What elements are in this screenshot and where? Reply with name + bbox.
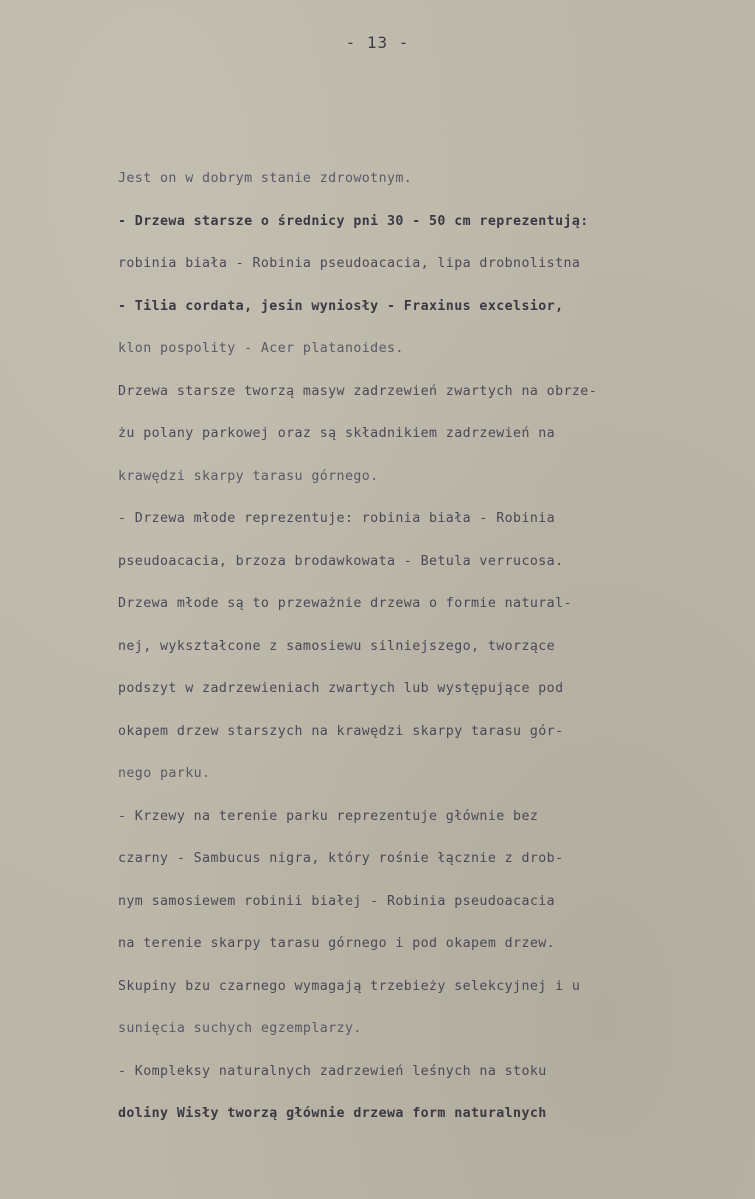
page-number: - 13 - bbox=[345, 33, 410, 52]
text-line: podszyt w zadrzewieniach zwartych lub występujące pod bbox=[118, 681, 564, 696]
text-line: - Drzewa młode reprezentuje: robinia biała - Robinia bbox=[118, 511, 556, 526]
text-line: doliny Wisły tworzą głównie drzewa form naturalnych bbox=[118, 1106, 547, 1121]
text-line: Jest on w dobrym stanie zdrowotnym. bbox=[118, 171, 413, 186]
text-line: nego parku. bbox=[118, 766, 211, 781]
text-line: sunięcia suchych egzemplarzy. bbox=[118, 1021, 362, 1036]
text-line: klon pospolity - Acer platanoides. bbox=[118, 341, 404, 356]
text-line: nej, wykształcone z samosiewu silniejszego, tworzące bbox=[118, 638, 556, 654]
text-line: pseudoacacia, brzoza brodawkowata - Betula verrucosa. bbox=[118, 553, 564, 569]
text-line: czarny - Sambucus nigra, który rośnie łącznie z drob- bbox=[118, 851, 564, 866]
text-line: krawędzi skarpy tarasu górnego. bbox=[118, 468, 379, 484]
text-line: nym samosiewem robinii białej - Robinia pseudoacacia bbox=[118, 893, 556, 909]
text-line: - Tilia cordata, jesin wyniosły - Fraxinus excelsior, bbox=[118, 298, 564, 314]
text-line: robinia biała - Robinia pseudoacacia, lipa drobnolistna bbox=[118, 256, 581, 271]
text-line: żu polany parkowej oraz są składnikiem zadrzewień na bbox=[118, 426, 556, 441]
text-line: - Krzewy na terenie parku reprezentuje głównie bez bbox=[118, 808, 539, 824]
text-line: okapem drzew starszych na krawędzi skarpy tarasu gór- bbox=[118, 723, 564, 739]
body-text bbox=[118, 158, 718, 1136]
text-line: - Drzewa starsze o średnicy pni 30 - 50 cm reprezentują: bbox=[118, 213, 589, 229]
text-line: Drzewa młode są to przeważnie drzewa o formie natural- bbox=[118, 596, 572, 611]
text-line: Drzewa starsze tworzą masyw zadrzewień zwartych na obrze- bbox=[118, 383, 598, 399]
text-line: - Kompleksy naturalnych zadrzewień leśnych na stoku bbox=[118, 1063, 547, 1079]
text-line: Skupiny bzu czarnego wymagają trzebieży selekcyjnej i u bbox=[118, 978, 581, 994]
text-line: na terenie skarpy tarasu górnego i pod okapem drzew. bbox=[118, 936, 556, 951]
